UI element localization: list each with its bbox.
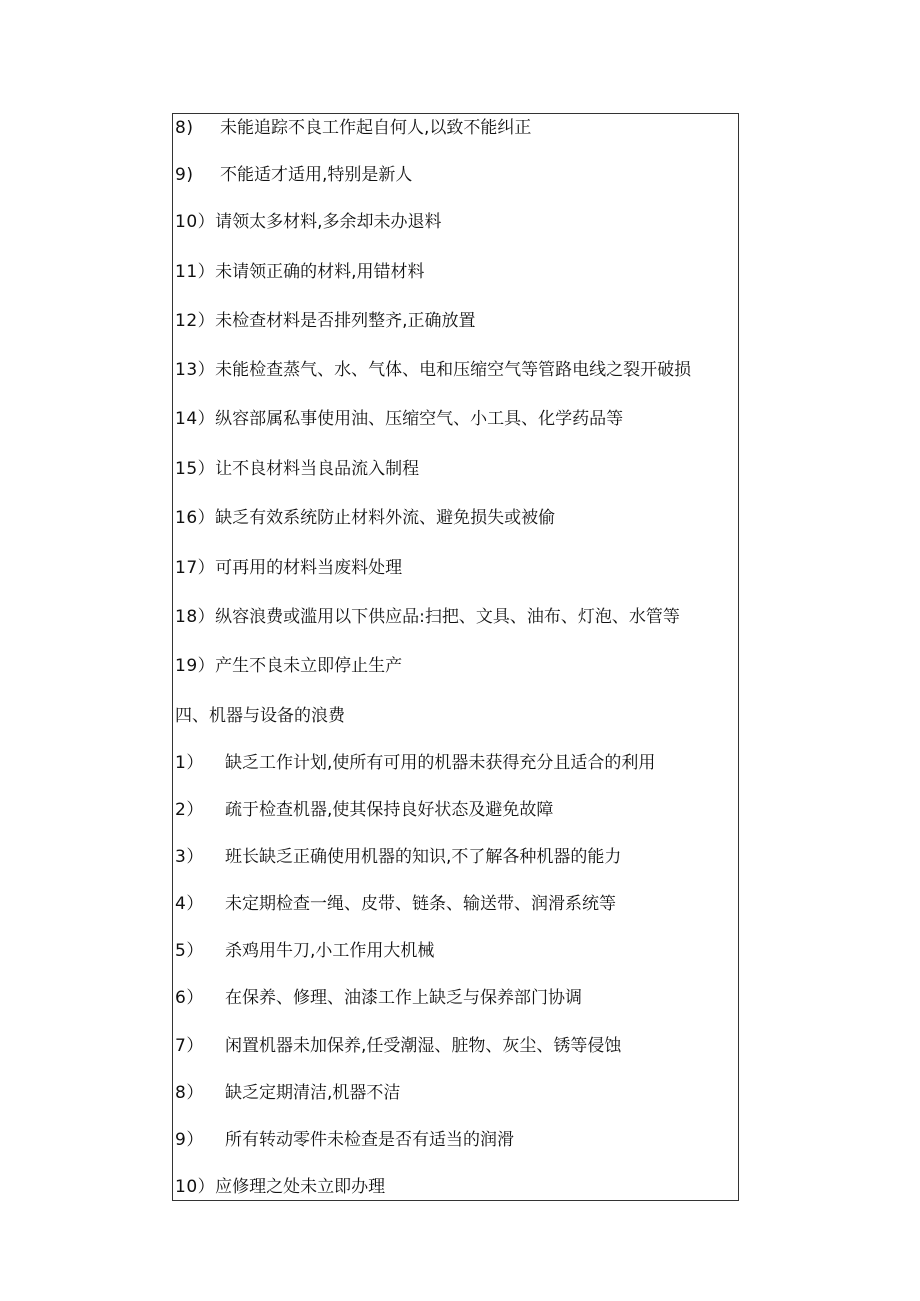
item-text: 产生不良未立即停止生产 <box>215 656 403 676</box>
list-item <box>175 309 476 333</box>
item-number: 1） <box>175 753 204 773</box>
item-number: 13） <box>175 360 216 380</box>
item-text: 闲置机器未加保养,任受潮湿、脏物、灰尘、锈等侵蚀 <box>225 1036 622 1056</box>
item-text: 缺乏有效系统防止材料外流、避免损失或被偷 <box>215 508 556 528</box>
list-item <box>175 116 531 140</box>
list-item <box>175 751 655 775</box>
item-text: 可再用的材料当废料处理 <box>215 558 403 578</box>
list-item <box>175 605 680 629</box>
item-number: 5） <box>175 941 204 961</box>
list-item <box>175 939 434 963</box>
section-heading <box>175 704 345 728</box>
list-item <box>175 798 553 822</box>
item-text: 应修理之处未立即办理 <box>215 1177 386 1197</box>
item-text: 未定期检查一绳、皮带、链条、输送带、润滑系统等 <box>225 894 616 914</box>
item-text: 杀鸡用牛刀,小工作用大机械 <box>225 941 435 961</box>
list-item <box>175 556 402 580</box>
item-number: 10） <box>175 1177 216 1197</box>
list-item <box>175 1081 400 1105</box>
item-number: 6） <box>175 988 204 1008</box>
item-text: 在保养、修理、油漆工作上缺乏与保养部门协调 <box>225 988 582 1008</box>
item-number: 17） <box>175 558 216 578</box>
item-text: 缺乏定期清洁,机器不洁 <box>225 1083 401 1103</box>
list-item <box>175 210 442 234</box>
item-text: 不能适才适用,特别是新人 <box>220 165 413 185</box>
item-text: 未检查材料是否排列整齐,正确放置 <box>215 311 476 331</box>
item-number: 2） <box>175 800 204 820</box>
item-number: 3） <box>175 847 204 867</box>
item-number: 9） <box>175 1130 204 1150</box>
item-number: 12） <box>175 311 216 331</box>
document-table-cell <box>172 113 739 1201</box>
item-number: 19） <box>175 656 216 676</box>
item-number: 15） <box>175 459 216 479</box>
list-item <box>175 654 402 678</box>
item-number: 7） <box>175 1036 204 1056</box>
item-text: 缺乏工作计划,使所有可用的机器未获得充分且适合的利用 <box>225 753 656 773</box>
list-item <box>175 457 419 481</box>
item-text: 未请领正确的材料,用错材料 <box>215 262 425 282</box>
list-item <box>175 358 691 382</box>
item-text: 让不良材料当良品流入制程 <box>215 459 420 479</box>
list-item <box>175 163 412 187</box>
list-item <box>175 1175 385 1199</box>
item-text: 未能追踪不良工作起自何人,以致不能纠正 <box>220 118 532 138</box>
item-text: 未能检查蒸气、水、气体、电和压缩空气等管路电线之裂开破损 <box>215 360 692 380</box>
item-number: 8） <box>175 1083 204 1103</box>
list-item <box>175 506 555 530</box>
item-number: 11） <box>175 262 216 282</box>
item-number: 10） <box>175 212 216 232</box>
item-text: 班长缺乏正确使用机器的知识,不了解各种机器的能力 <box>225 847 622 867</box>
item-number: 4） <box>175 894 204 914</box>
item-text: 请领太多材料,多余却未办退料 <box>215 212 442 232</box>
item-number: 14） <box>175 409 216 429</box>
list-item <box>175 986 582 1010</box>
item-text: 所有转动零件未检查是否有适当的润滑 <box>225 1130 514 1150</box>
item-text: 纵容部属私事使用油、压缩空气、小工具、化学药品等 <box>215 409 624 429</box>
list-item <box>175 407 623 431</box>
list-item <box>175 1128 514 1152</box>
item-number: 18） <box>175 607 216 627</box>
list-item <box>175 845 621 869</box>
item-number: 9) <box>175 165 194 185</box>
item-number: 8) <box>175 118 194 138</box>
item-text: 纵容浪费或滥用以下供应品:扫把、文具、油布、灯泡、水管等 <box>215 607 680 627</box>
section-heading-text: 四、机器与设备的浪费 <box>175 706 345 726</box>
item-number: 16） <box>175 508 216 528</box>
list-item <box>175 892 616 916</box>
list-item <box>175 1034 621 1058</box>
list-item <box>175 260 425 284</box>
item-text: 疏于检查机器,使其保持良好状态及避免故障 <box>225 800 554 820</box>
